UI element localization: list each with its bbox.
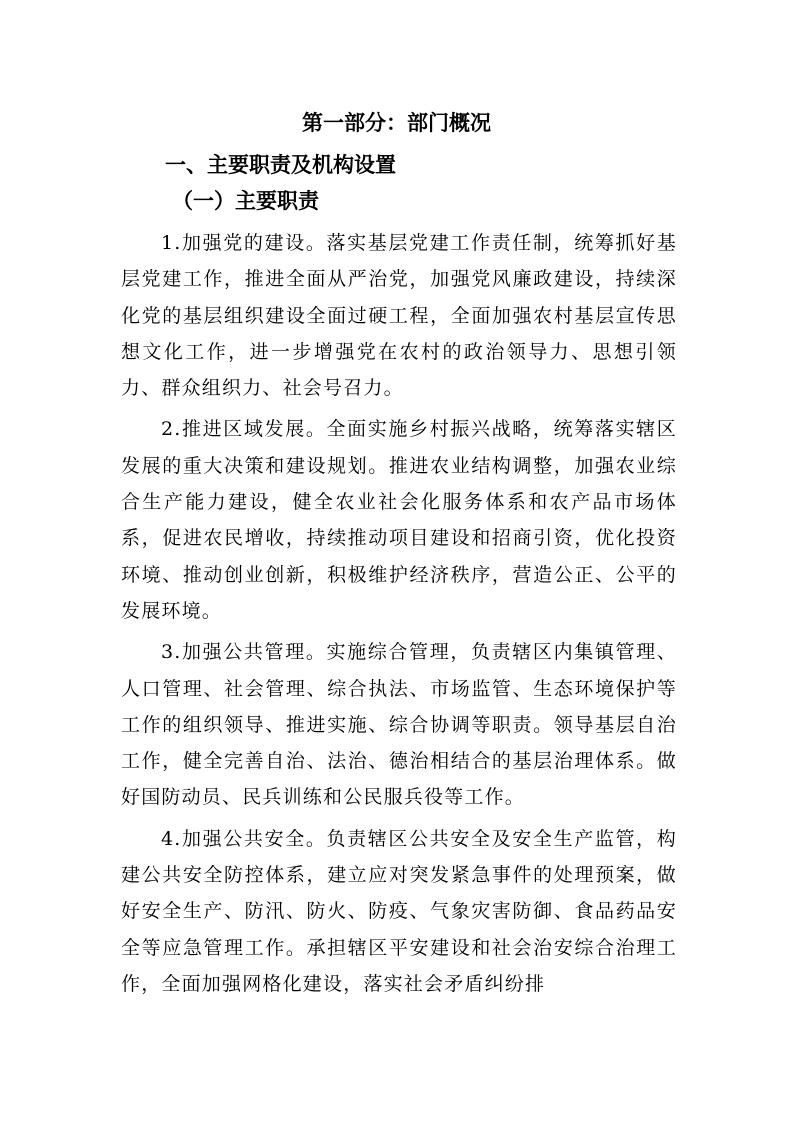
paragraph-public-safety: 4.加强公共安全。负责辖区公共安全及安全生产监管，构建公共安全防控体系，建立应对突发紧急事件的处理预案，做好安全生产、防汛、防火、防疫、气象灾害防御、食品药品安全等应急管理工作。承担辖区平安建设和社会治安综合治理工作，全面加强网格化建设，落实社会矛盾纠纷排 — [121, 827, 677, 995]
page-title: 第一部分：部门概况 — [302, 111, 491, 135]
document-body — [121, 225, 677, 1007]
paragraph-regional-development: 2.推进区域发展。全面实施乡村振兴战略，统筹落实辖区发展的重大决策和建设规划。推进农业结构调整，加强农业综合生产能力建设，健全农业社会化服务体系和农产品市场体系，促进农民增收，持续推动项目建设和招商引资，优化投资环境、推动创业创新，积极维护经济秩序，营造公正、公平的发展环境。 — [121, 418, 677, 622]
paragraph-party-building: 1.加强党的建设。落实基层党建工作责任制，统筹抓好基层党建工作，推进全面从严治党，加强党风廉政建设，持续深化党的基层组织建设全面过硬工程，全面加强农村基层宣传思想文化工作，进一步增强党在农村的政治领导力、思想引领力、群众组织力、社会号召力。 — [121, 232, 677, 400]
section-heading: 一、主要职责及机构设置 — [165, 153, 396, 177]
paragraph-public-management: 3.加强公共管理。实施综合管理，负责辖区内集镇管理、人口管理、社会管理、综合执法、市场监管、生态环境保护等工作的组织领导、推进实施、综合协调等职责。领导基层自治工作，健全完善自治、法治、德治相结合的基层治理体系。做好国防动员、民兵训练和公民服兵役等工作。 — [121, 641, 677, 809]
subsection-heading: （一）主要职责 — [172, 188, 319, 213]
